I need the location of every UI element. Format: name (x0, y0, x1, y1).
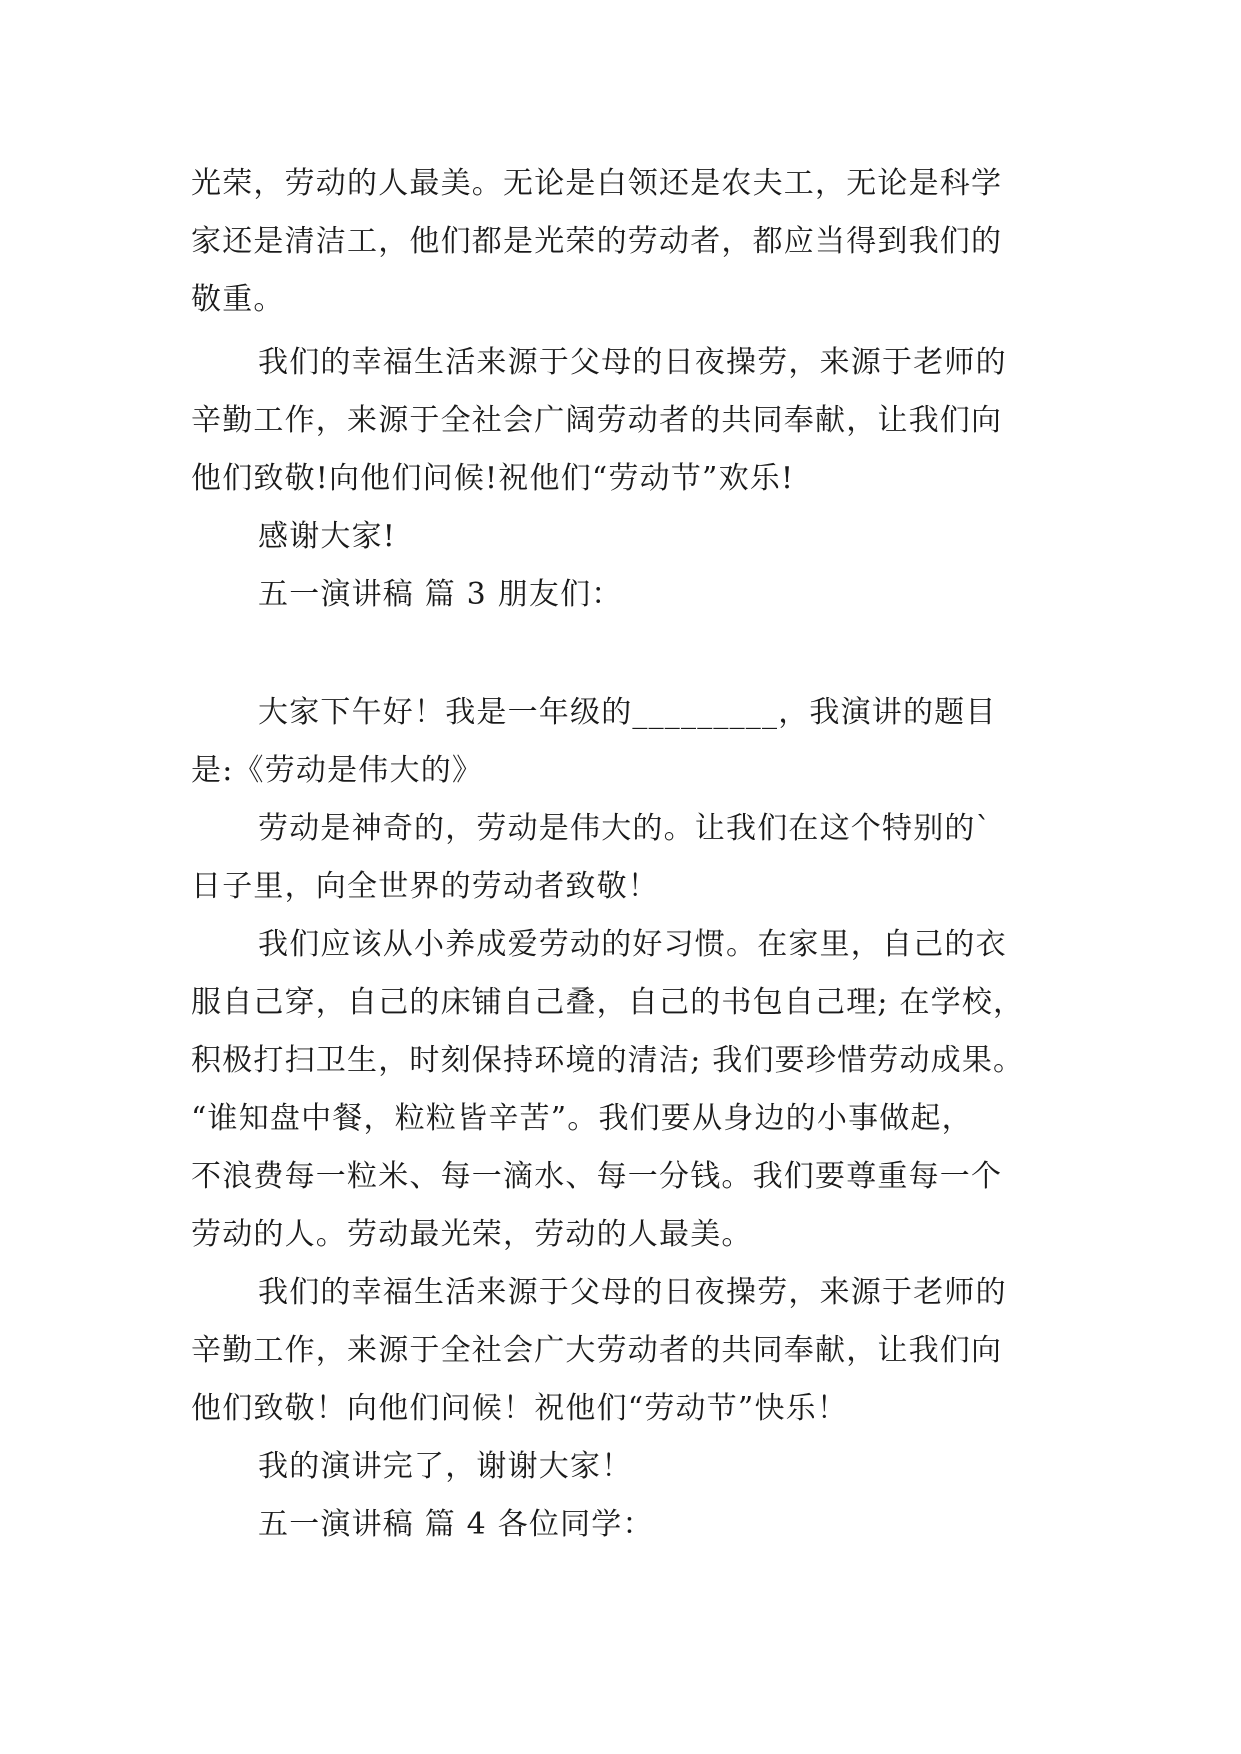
text-line: 不浪费每一粒米、每一滴水、每一分钱。我们要尊重每一个 (191, 1159, 1003, 1194)
text-line: 他们致敬!向他们问候!祝他们“劳动节”欢乐! (191, 461, 795, 496)
section-heading: 五一演讲稿 篇 4 各位同学： (258, 1507, 654, 1542)
text-line: 他们致敬！向他们问候！祝他们“劳动节”快乐！ (191, 1391, 849, 1426)
text-line: 劳动是神奇的，劳动是伟大的。让我们在这个特别的` (258, 811, 992, 846)
text-line: 劳动的人。劳动最光荣，劳动的人最美。 (191, 1217, 753, 1252)
text-line: “谁知盘中餐，粒粒皆辛苦”。我们要从身边的小事做起， (191, 1101, 973, 1136)
text-line: 辛勤工作，来源于全社会广大劳动者的共同奉献，让我们向 (191, 1333, 1003, 1368)
text-line: 光荣，劳动的人最美。无论是白领还是农夫工，无论是科学 (191, 166, 1003, 201)
text-line: 服自己穿，自己的床铺自己叠，自己的书包自己理; 在学校， (191, 985, 1025, 1020)
text-line: 我们的幸福生活来源于父母的日夜操劳，来源于老师的 (258, 345, 1007, 380)
text-line: 我的演讲完了，谢谢大家！ (258, 1449, 633, 1484)
text-line: 大家下午好！我是一年级的_________，我演讲的题目 (258, 695, 997, 730)
section-heading: 五一演讲稿 篇 3 朋友们： (258, 577, 623, 612)
text-line: 是:《劳动是伟大的》 (191, 753, 484, 788)
text-line: 家还是清洁工，他们都是光荣的劳动者，都应当得到我们的 (191, 224, 1003, 259)
text-line: 我们的幸福生活来源于父母的日夜操劳，来源于老师的 (258, 1275, 1007, 1310)
text-line: 日子里，向全世界的劳动者致敬！ (191, 869, 659, 904)
text-line: 我们应该从小养成爱劳动的好习惯。在家里，自己的衣 (258, 927, 1007, 962)
text-line: 敬重。 (191, 282, 285, 317)
text-line: 辛勤工作，来源于全社会广阔劳动者的共同奉献，让我们向 (191, 403, 1003, 438)
text-line: 积极打扫卫生，时刻保持环境的清洁; 我们要珍惜劳动成果。 (191, 1043, 1025, 1078)
text-line: 感谢大家! (258, 519, 397, 554)
